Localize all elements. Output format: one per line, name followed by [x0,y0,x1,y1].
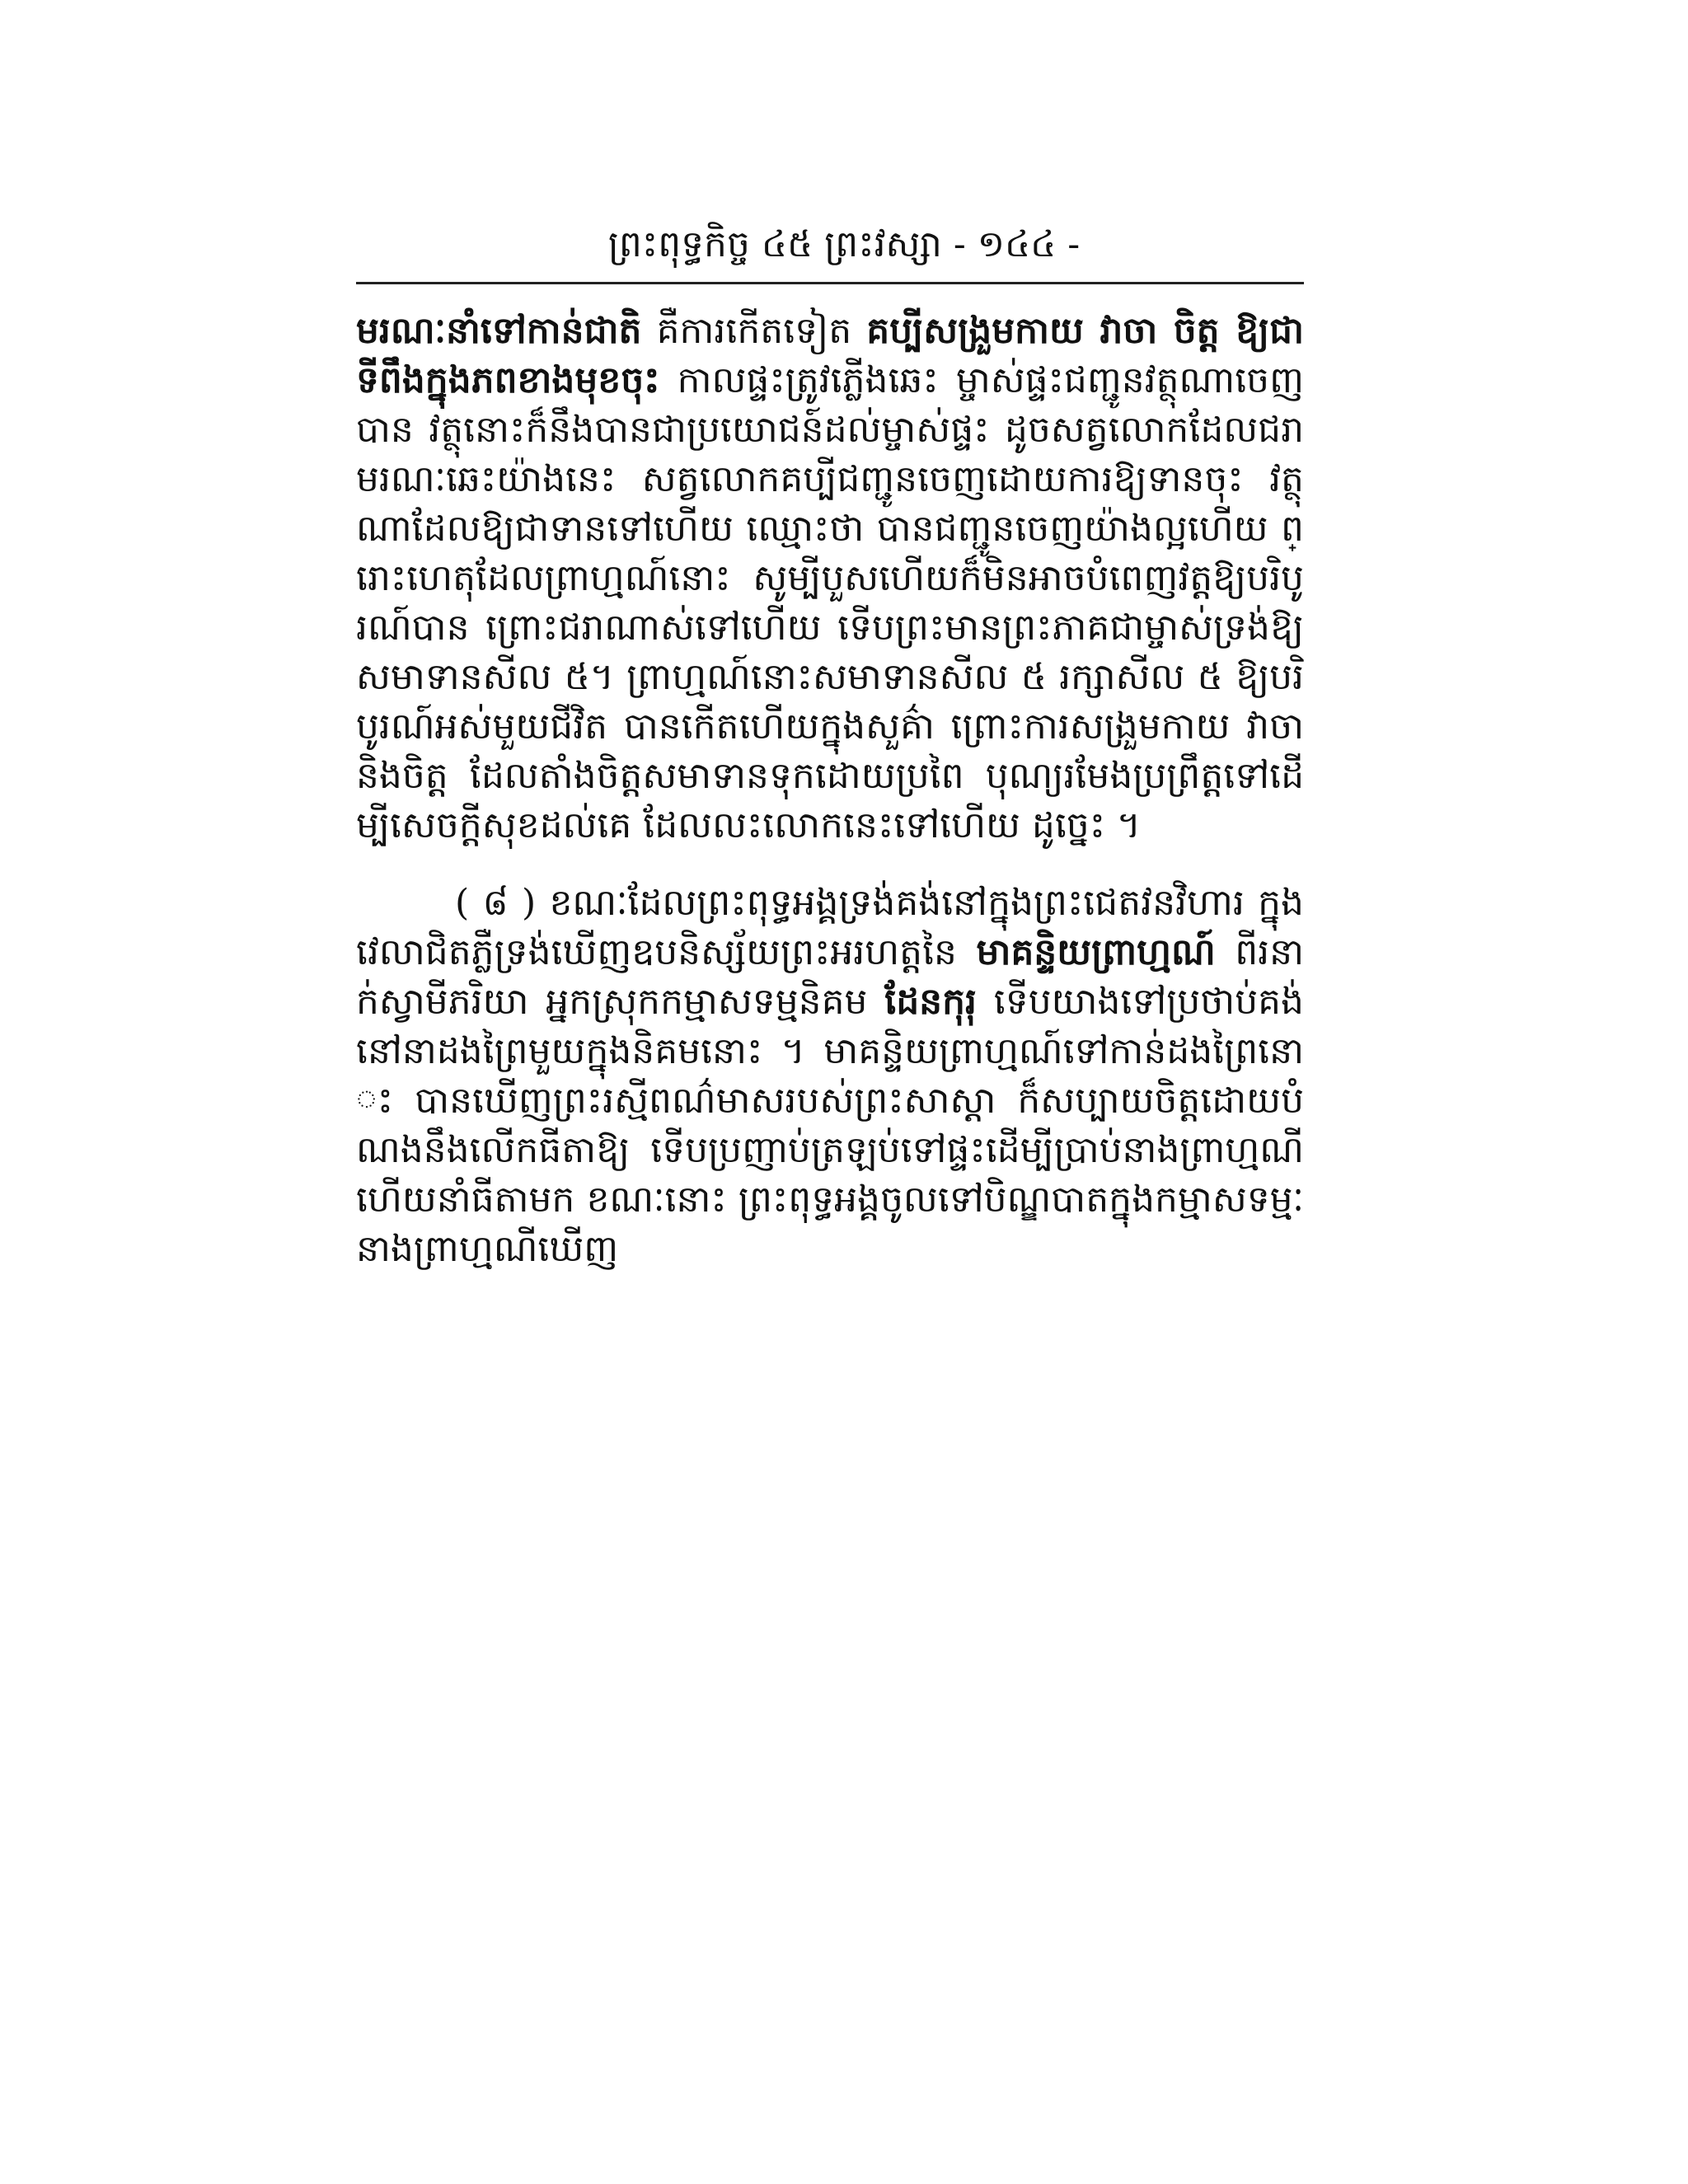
body-text [356,307,1315,1302]
page-header [0,216,1688,274]
text-segment: ( ៨ ) ខណៈដែលព្រះពុទ្ធអង្គទ្រង់គង់នៅក្នុងព្រះជេតវនវិហារ ក្នុងវេលាជិតភ្លឺទ្រង់ឃើញឧបនិស្ស័យព្រះអរហត្តនៃ [356,882,1304,973]
text-segment: មរណៈនាំទៅកាន់ជាតិ [356,310,642,352]
text-segment: គប្បីសង្រួមកាយ វាចា ចិត្ត ឱ្យជាទីពឹងក្នុងភពខាងមុខចុះ [356,310,1304,401]
text-segment: ដែនកុរុ [884,981,977,1023]
text-segment: គឺការកើតទៀត [641,310,867,352]
text-segment: មាគន្ទិយព្រាហ្មណ៍ [976,931,1216,973]
text-segment: ទើបយាងទៅប្រថាប់គង់នៅនាដងព្រៃមួយក្នុងនិគមនោះ ។ មាគន្ទិយព្រាហ្មណ៍ទៅកាន់ដងព្រៃនោះ បានឃើញព្រះរស្មីពណ៌មាសរបស់ព្រះសាស្តា ក៏សប្បាយចិត្តដោយបំណងនឹងលើកធីតាឱ្យ ទើបប្រញាប់ត្រឡប់ទៅផ្ទះដើម្បីប្រាប់នាងព្រាហ្មណី ហើយនាំធីតាមក ខណៈនោះ ព្រះពុទ្ធអង្គចូលទៅបិណ្ឌបាតក្នុងកម្មាសទម្មៈ នាងព្រាហ្មណីឃើញ [356,981,1315,1270]
text-segment: ពីរនាក់ស្វាមីភរិយា អ្នកស្រុកកម្មាសទម្មនិគម [356,931,1304,1023]
book-title: ព្រះពុទ្ធកិច្ច ៤៥ ព្រះវស្សា [607,223,942,265]
paragraph-1 [356,307,1315,851]
page-number: - ១៤៤ - [953,223,1081,265]
text-segment: កាលផ្ទះត្រូវភ្លើងឆេះ ម្ចាស់ផ្ទះជញ្ជូនវត្ថុណាចេញបាន វត្ថុនោះក៏នឹងបានជាប្រយោជន៍ដល់ម្ចាស់ផ្ទះ ដូចសត្វលោកដែលជរាមរណៈឆេះយ៉ាងនេះ សត្វលោកគប្បីជញ្ជូនចេញដោយការឱ្យទានចុះ វត្ថុណាដែលឱ្យជាទានទៅហើយ ឈ្មោះថា បានជញ្ជូនចេញយ៉ាងល្អហើយ ព្រោះហេតុដែលព្រាហ្មណ៍នោះ សូម្បីបួសហើយក៏មិនអាចបំពេញវត្តឱ្យបរិបូរណ៍បាន ព្រោះជរាណាស់ទៅហើយ ទើបព្រះមានព្រះភាគជាម្ចាស់ទ្រង់ឱ្យសមាទានសីល ៥។ ព្រាហ្មណ៍នោះសមាទានសីល ៥ រក្សាសីល ៥ ឱ្យបរិបូរណ៍អស់មួយជីវិត បានកើតហើយក្នុងសួគ៌ា ព្រោះការសង្រួមកាយ វាចា និងចិត្ត ដែលតាំងចិត្តសមាទានទុកដោយប្រពៃ បុណ្យរមែងប្រព្រឹត្តទៅដើម្បីសេចក្តីសុខដល់គេ ដែលលះលោកនេះទៅហើយ ដូច្នេះ ។ [356,359,1315,846]
paragraph-2 [356,879,1315,1274]
header-rule [356,282,1304,284]
